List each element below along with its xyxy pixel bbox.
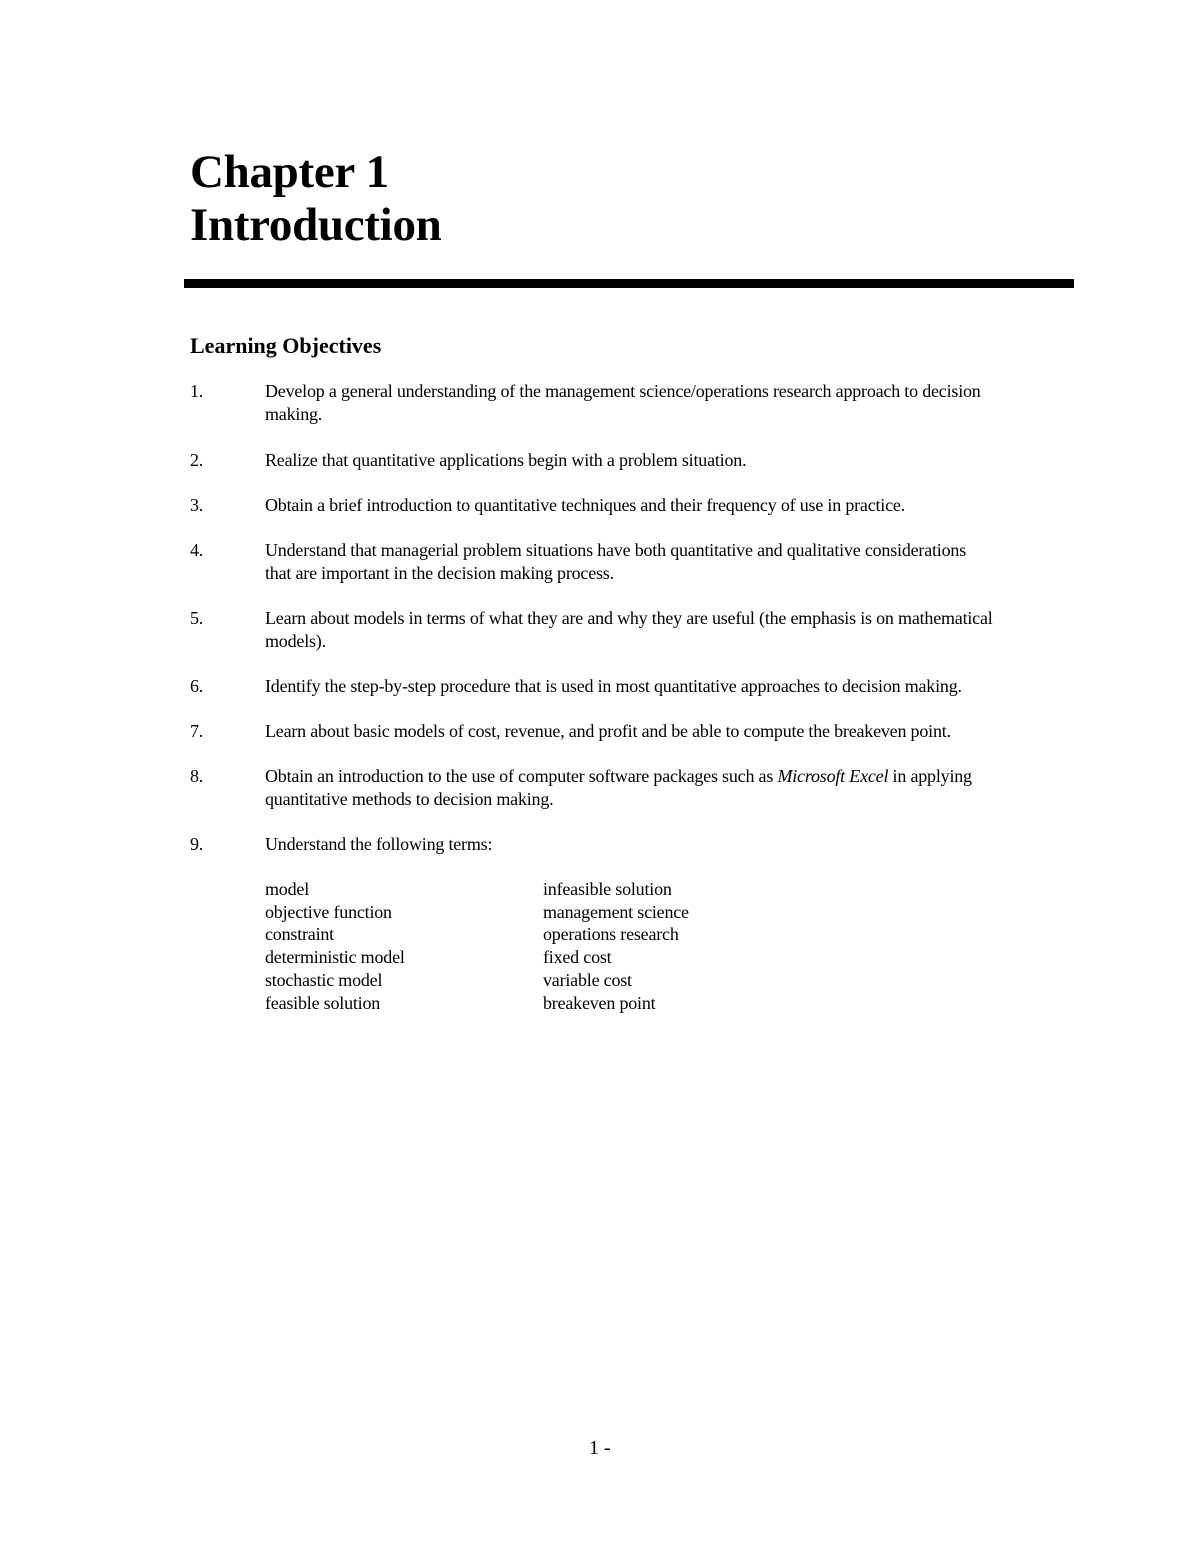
software-name: Microsoft Excel bbox=[777, 766, 889, 786]
term: constraint bbox=[265, 924, 334, 945]
term: breakeven point bbox=[543, 992, 656, 1013]
term: feasible solution bbox=[265, 992, 381, 1013]
objective-number: 4. bbox=[190, 540, 204, 560]
objective-number: 9. bbox=[190, 834, 204, 854]
objective-line: Identify the step-by-step procedure that is used in most quantitative approaches to decision making. bbox=[265, 676, 962, 696]
objective-text bbox=[265, 607, 1090, 652]
objective-line bbox=[265, 765, 1090, 788]
heading-rule bbox=[184, 279, 1074, 288]
objective-line: Learn about models in terms of what they are and why they are useful (the emphasis is on mathematical bbox=[265, 608, 993, 628]
term: management science bbox=[543, 901, 689, 922]
objective-line: Learn about basic models of cost, revenue, and profit and be able to compute the breakeven point. bbox=[265, 721, 951, 741]
objective-2 bbox=[190, 449, 1090, 472]
term: variable cost bbox=[543, 969, 632, 990]
page-number: 1 - bbox=[589, 1437, 611, 1459]
objective-text-run: in applying bbox=[888, 766, 972, 786]
objective-number: 6. bbox=[190, 676, 204, 696]
term: model bbox=[265, 879, 309, 899]
term: operations research bbox=[543, 924, 679, 945]
objective-line: Develop a general understanding of the management science/operations research approach to decision bbox=[265, 381, 981, 401]
objective-text bbox=[265, 449, 1090, 472]
terms-column-2 bbox=[543, 878, 689, 1014]
term: objective function bbox=[265, 901, 392, 922]
objective-line: Understand the following terms: bbox=[265, 834, 493, 854]
chapter-number: Chapter 1 bbox=[190, 146, 389, 198]
objective-number: 1. bbox=[190, 381, 204, 401]
objective-8 bbox=[190, 765, 1090, 810]
objective-line: Realize that quantitative applications begin with a problem situation. bbox=[265, 450, 747, 470]
objective-6 bbox=[190, 675, 1090, 698]
objective-text bbox=[265, 765, 1090, 810]
objective-text-run: Obtain an introduction to the use of computer software packages such as bbox=[265, 766, 778, 786]
objective-4 bbox=[190, 539, 1090, 584]
objective-text bbox=[265, 539, 1090, 584]
objective-line: that are important in the decision making process. bbox=[265, 562, 614, 583]
term: infeasible solution bbox=[543, 879, 672, 899]
objective-line: Understand that managerial problem situations have both quantitative and qualitative considerations bbox=[265, 540, 967, 560]
term: deterministic model bbox=[265, 947, 405, 968]
term: fixed cost bbox=[543, 947, 612, 968]
objective-text bbox=[265, 494, 1090, 517]
objective-3 bbox=[190, 494, 1090, 517]
objective-number: 2. bbox=[190, 450, 204, 470]
objective-number: 7. bbox=[190, 721, 204, 741]
objective-5 bbox=[190, 607, 1090, 652]
objective-7 bbox=[190, 720, 1090, 743]
objective-text bbox=[265, 720, 1090, 743]
objective-line: making. bbox=[265, 403, 323, 424]
objective-text bbox=[265, 380, 1090, 425]
objective-text bbox=[265, 833, 1090, 856]
objective-9 bbox=[190, 833, 1090, 856]
objective-line: quantitative methods to decision making. bbox=[265, 788, 554, 809]
objective-text bbox=[265, 675, 1090, 698]
objective-line: models). bbox=[265, 630, 326, 651]
section-heading-learning-objectives: Learning Objectives bbox=[190, 333, 382, 358]
objective-line: Obtain a brief introduction to quantitative techniques and their frequency of use in practice. bbox=[265, 495, 905, 515]
objective-1 bbox=[190, 380, 1090, 425]
objective-number: 8. bbox=[190, 766, 204, 786]
objective-number: 3. bbox=[190, 495, 204, 515]
term: stochastic model bbox=[265, 969, 383, 990]
chapter-title: Introduction bbox=[190, 199, 442, 251]
objective-number: 5. bbox=[190, 608, 204, 628]
terms-column-1 bbox=[265, 878, 405, 1014]
